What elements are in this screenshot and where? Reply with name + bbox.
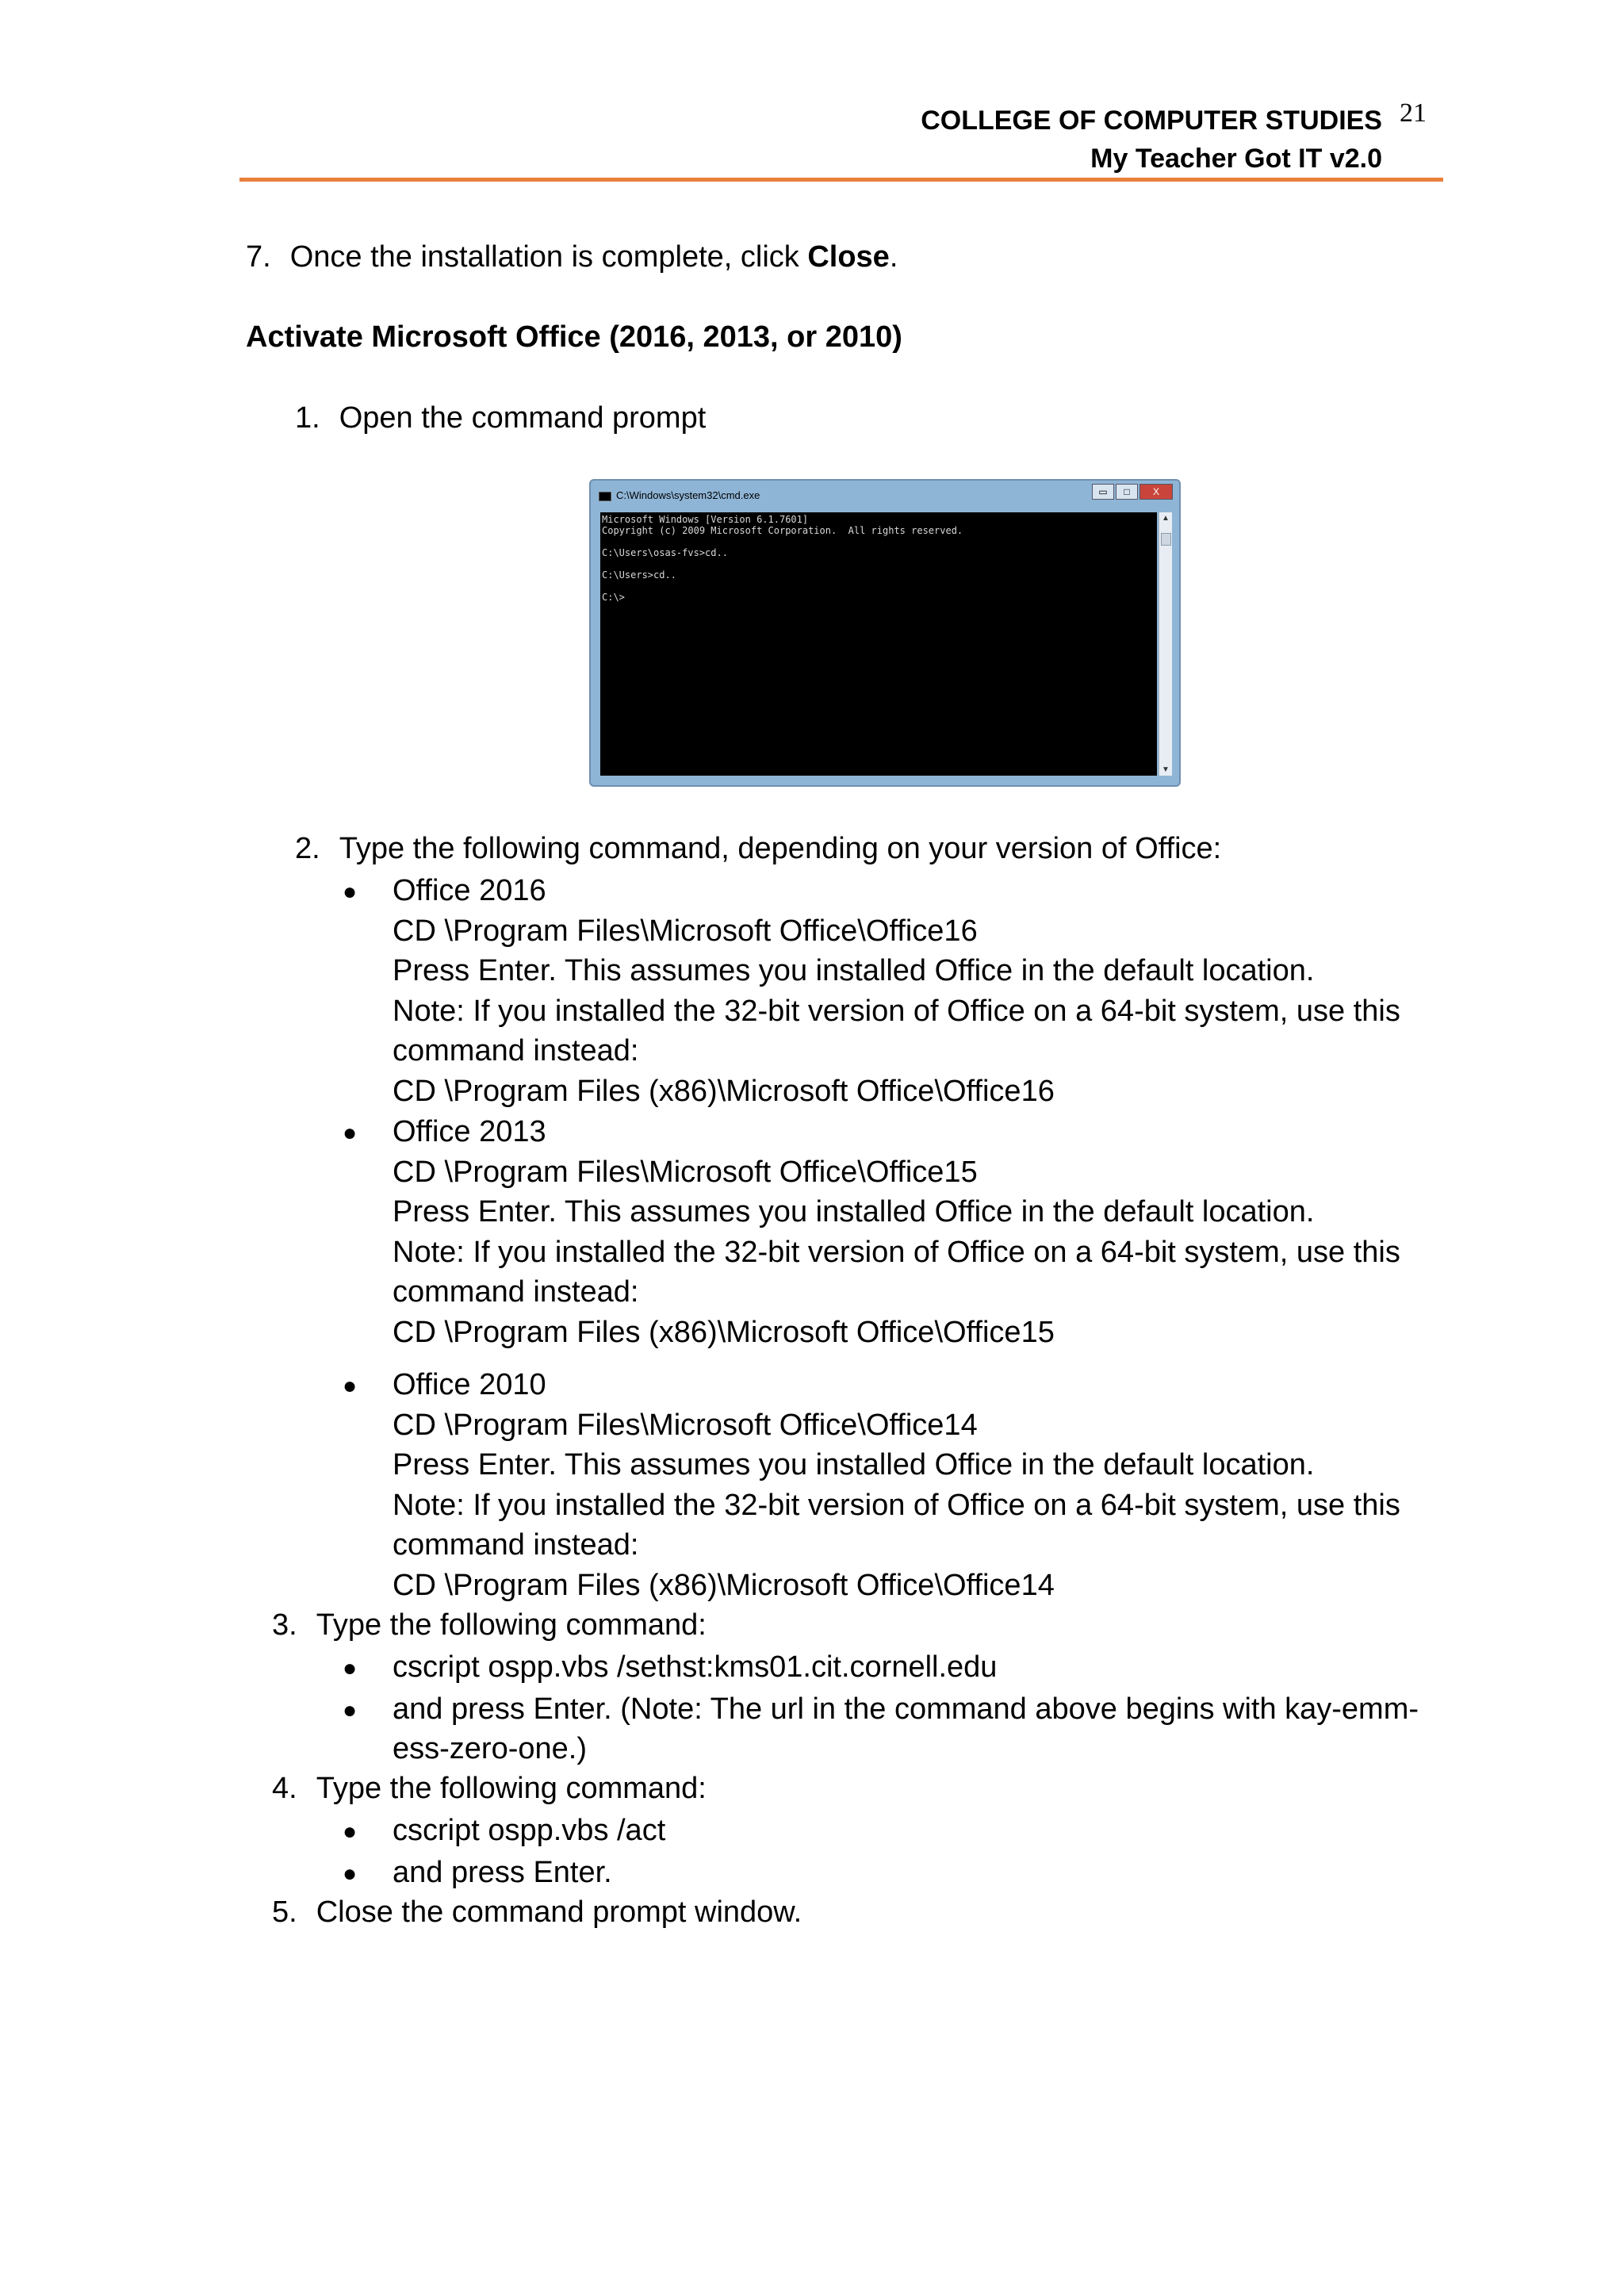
cmd-window-screenshot (589, 479, 1181, 787)
step-3 (272, 1605, 707, 1645)
step-text: Type the following command: (316, 1772, 707, 1805)
office-2013-cmd86: CD \Program Files (x86)\Microsoft Office\Office15 (393, 1316, 1055, 1349)
cmd-app-icon (599, 492, 611, 501)
bullet-icon: ● (343, 1655, 358, 1681)
scroll-thumb (1161, 533, 1171, 546)
office-2016-cmd86: CD \Program Files (x86)\Microsoft Office\Office16 (393, 1075, 1055, 1108)
step-2 (295, 829, 1221, 868)
console-line: C:\Users\osas-fvs>cd.. (602, 547, 728, 558)
minimize-icon: ▭ (1092, 484, 1114, 500)
header-line-subtitle: My Teacher Got IT v2.0 (1090, 144, 1382, 174)
office-2013-instead: command instead: (393, 1275, 639, 1309)
cmd-window-controls (1090, 484, 1173, 501)
office-2010-title: Office 2010 (393, 1368, 546, 1401)
close-icon: X (1139, 484, 1173, 500)
bullet-icon: ● (343, 879, 358, 905)
step-4 (272, 1769, 707, 1808)
cmd-console (600, 512, 1157, 776)
page-number: 21 (1400, 98, 1427, 128)
step-number: 1. (295, 401, 320, 435)
step-text: Type the following command: (316, 1608, 707, 1642)
office-2013-title: Office 2013 (393, 1115, 546, 1148)
office-2016-note: Note: If you installed the 32-bit version of Office on a 64-bit system, use this (393, 995, 1400, 1028)
office-2013-cmd: CD \Program Files\Microsoft Office\Office15 (393, 1156, 978, 1189)
office-2016-title: Office 2016 (393, 874, 546, 907)
header-line-college: COLLEGE OF COMPUTER STUDIES (921, 105, 1382, 136)
cmd-titlebar (599, 485, 1171, 506)
cmd-scrollbar (1159, 512, 1172, 776)
step-number: 4. (272, 1772, 297, 1805)
office-2010-instead: command instead: (393, 1528, 639, 1562)
step-text-end: . (889, 240, 898, 274)
console-line (602, 558, 1155, 569)
office-2010-press: Press Enter. This assumes you installed Office in the default location. (393, 1448, 1315, 1481)
step-text: Once the installation is complete, click (289, 240, 808, 274)
bullet-icon: ● (343, 1861, 358, 1887)
close-keyword: Close (807, 240, 890, 274)
step-7 (246, 237, 898, 277)
console-line: C:\Users>cd.. (602, 569, 676, 581)
maximize-icon: □ (1116, 484, 1138, 500)
step-3-bullet-2-cont: ess-zero-one.) (393, 1732, 587, 1765)
step-text: Close the command prompt window. (316, 1895, 802, 1929)
step-number: 3. (272, 1608, 297, 1642)
console-line (602, 536, 1155, 547)
office-2010-cmd: CD \Program Files\Microsoft Office\Office14 (393, 1409, 978, 1442)
office-2013-note: Note: If you installed the 32-bit version of Office on a 64-bit system, use this (393, 1236, 1400, 1269)
office-2016-instead: command instead: (393, 1034, 639, 1068)
step-3-bullet-1: cscript ospp.vbs /sethst:kms01.cit.cornell.edu (393, 1650, 998, 1684)
office-2010-cmd86: CD \Program Files (x86)\Microsoft Office\Office14 (393, 1569, 1055, 1602)
scroll-up-icon: ▲ (1162, 514, 1170, 523)
step-5 (272, 1892, 802, 1932)
console-line: Microsoft Windows [Version 6.1.7601] (602, 514, 809, 525)
office-2016-press: Press Enter. This assumes you installed Office in the default location. (393, 954, 1315, 987)
office-2016-cmd: CD \Program Files\Microsoft Office\Office16 (393, 914, 978, 948)
console-line: C:\> (602, 592, 625, 603)
console-line (602, 581, 1155, 592)
step-number: 7. (246, 240, 271, 274)
step-4-bullet-2: and press Enter. (393, 1856, 612, 1889)
step-number: 5. (272, 1895, 297, 1929)
header-title (921, 102, 1382, 178)
bullet-icon: ● (343, 1120, 358, 1146)
bullet-icon: ● (343, 1697, 358, 1723)
header-divider (239, 178, 1443, 182)
cmd-title-text: C:\Windows\system32\cmd.exe (616, 489, 760, 501)
step-text: Open the command prompt (339, 401, 707, 435)
step-1 (295, 398, 706, 438)
scroll-down-icon: ▼ (1162, 765, 1170, 774)
step-3-bullet-2: and press Enter. (Note: The url in the command above begins with kay-emm- (393, 1692, 1419, 1726)
bullet-icon: ● (343, 1373, 358, 1399)
step-4-bullet-1: cscript ospp.vbs /act (393, 1814, 666, 1847)
section-heading: Activate Microsoft Office (2016, 2013, or 2010) (246, 320, 902, 354)
bullet-icon: ● (343, 1819, 358, 1845)
office-2013-press: Press Enter. This assumes you installed Office in the default location. (393, 1195, 1315, 1228)
step-number: 2. (295, 832, 320, 865)
office-2010-note: Note: If you installed the 32-bit version of Office on a 64-bit system, use this (393, 1489, 1400, 1522)
console-line: Copyright (c) 2009 Microsoft Corporation. All rights reserved. (602, 525, 963, 536)
step-text: Type the following command, depending on your version of Office: (339, 832, 1222, 865)
